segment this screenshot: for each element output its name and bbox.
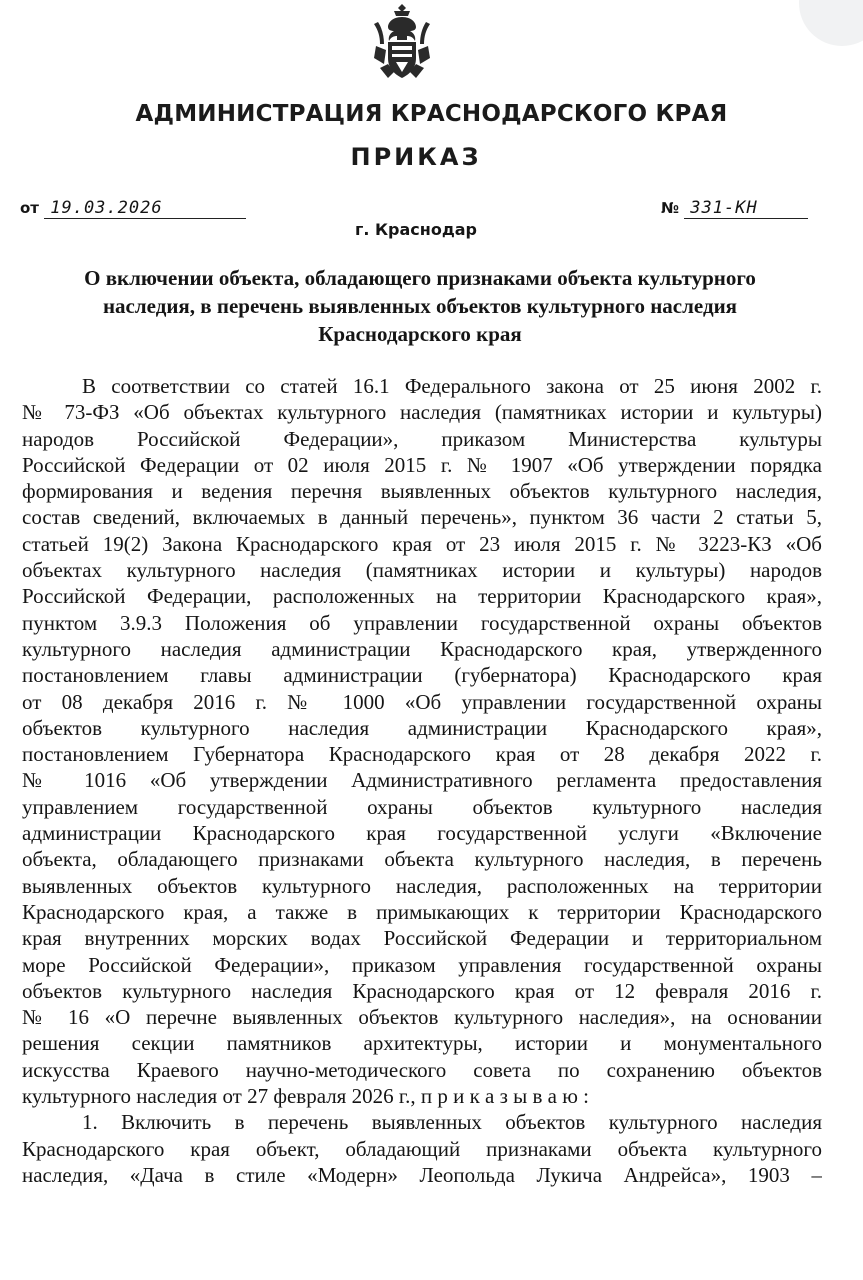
body-line: постановлением Губернатора Краснодарского края от 28 декабря 2022 г. xyxy=(22,742,822,767)
date-value: 19.03.2026 xyxy=(44,198,246,219)
number-prefix: № xyxy=(661,199,680,217)
body-line: постановлением главы администрации (губернатора) Краснодарского края xyxy=(22,663,822,688)
coat-of-arms-icon xyxy=(370,2,434,84)
body-line: Российской Федерации от 02 июля 2015 г. № 1907 «Об утверждении порядка xyxy=(22,452,822,477)
body-line: № 73-ФЗ «Об объектах культурного наследия (памятниках истории и культуры) xyxy=(22,400,822,425)
corner-button[interactable] xyxy=(799,0,863,46)
body-line: море Российской Федерации», приказом управления государственной охраны xyxy=(22,952,822,977)
org-title: АДМИНИСТРАЦИЯ КРАСНОДАРСКОГО КРАЯ xyxy=(135,101,728,127)
body-line: Российской Федерации, расположенных на территории Краснодарского края», xyxy=(22,584,822,609)
body-line: Краснодарского края объект, обладающий признаками объекта культурного xyxy=(22,1136,822,1161)
body-line: состав сведений, включаемых в данный перечень», пунктом 36 части 2 статьи 5, xyxy=(22,505,822,530)
body-line: решения секции памятников архитектуры, истории и монументального xyxy=(22,1031,822,1056)
body-line: искусства Краевого научно-методического совета по сохранению объектов xyxy=(22,1057,822,1082)
body-line: культурного наследия от 27 февраля 2026 г., п р и к а з ы в а ю : xyxy=(22,1084,589,1109)
body-line: В соответствии со статей 16.1 Федерального закона от 25 июня 2002 г. xyxy=(82,374,822,398)
document-body xyxy=(22,373,822,1188)
body-line: управлением государственной охраны объектов культурного наследия xyxy=(22,794,822,819)
body-line: Краснодарского края, а также в примыкающих к территории Краснодарского xyxy=(22,899,822,924)
number-row xyxy=(661,198,808,219)
subject-line: Краснодарского края xyxy=(318,322,522,346)
document-type: ПРИКАЗ xyxy=(350,143,482,171)
body-line: статьей 19(2) Закона Краснодарского края от 23 июля 2015 г. № 3223-КЗ «Об xyxy=(22,531,822,556)
body-line: края внутренних морских водах Российской Федерации и территориальном xyxy=(22,926,822,951)
body-line: объектах культурного наследия (памятниках истории и культуры) народов xyxy=(22,558,822,583)
body-line: № 1016 «Об утверждении Административного регламента предоставления xyxy=(22,768,822,793)
body-line: культурного наследия администрации Краснодарского края, утвержденного xyxy=(22,636,822,661)
body-line: наследия, «Дача в стиле «Модерн» Леопольда Лукича Андрейса», 1903 – xyxy=(22,1162,822,1187)
body-line: № 16 «О перечне выявленных объектов культурного наследия», на основании xyxy=(22,1005,822,1030)
date-prefix: от xyxy=(20,199,39,217)
city: г. Краснодар xyxy=(354,220,478,239)
subject-line: О включении объекта, обладающего признаками объекта культурного xyxy=(84,266,756,290)
subject-line: наследия, в перечень выявленных объектов культурного наследия xyxy=(102,294,738,318)
body-line: объектов культурного наследия Краснодарского края от 12 февраля 2016 г. xyxy=(22,978,822,1003)
body-line: народов Российской Федерации», приказом Министерства культуры xyxy=(22,426,822,451)
body-line: объектов культурного наследия администрации Краснодарского края», xyxy=(22,715,822,740)
body-line: объекта, обладающего признаками объекта культурного наследия, в перечень xyxy=(22,847,822,872)
date-row xyxy=(20,198,246,219)
body-line: от 08 декабря 2016 г. № 1000 «Об управлении государственной охраны xyxy=(22,689,822,714)
number-value: 331-КН xyxy=(684,198,808,219)
body-line: формирования и ведения перечня выявленных объектов культурного наследия, xyxy=(22,479,822,504)
body-line: пунктом 3.9.3 Положения об управлении государственной охраны объектов xyxy=(22,610,822,635)
body-line: администрации Краснодарского края государственной услуги «Включение xyxy=(22,821,822,846)
body-line: выявленных объектов культурного наследия, расположенных на территории xyxy=(22,873,822,898)
body-line: 1. Включить в перечень выявленных объектов культурного наследия xyxy=(82,1110,822,1135)
document-subject xyxy=(30,264,810,348)
